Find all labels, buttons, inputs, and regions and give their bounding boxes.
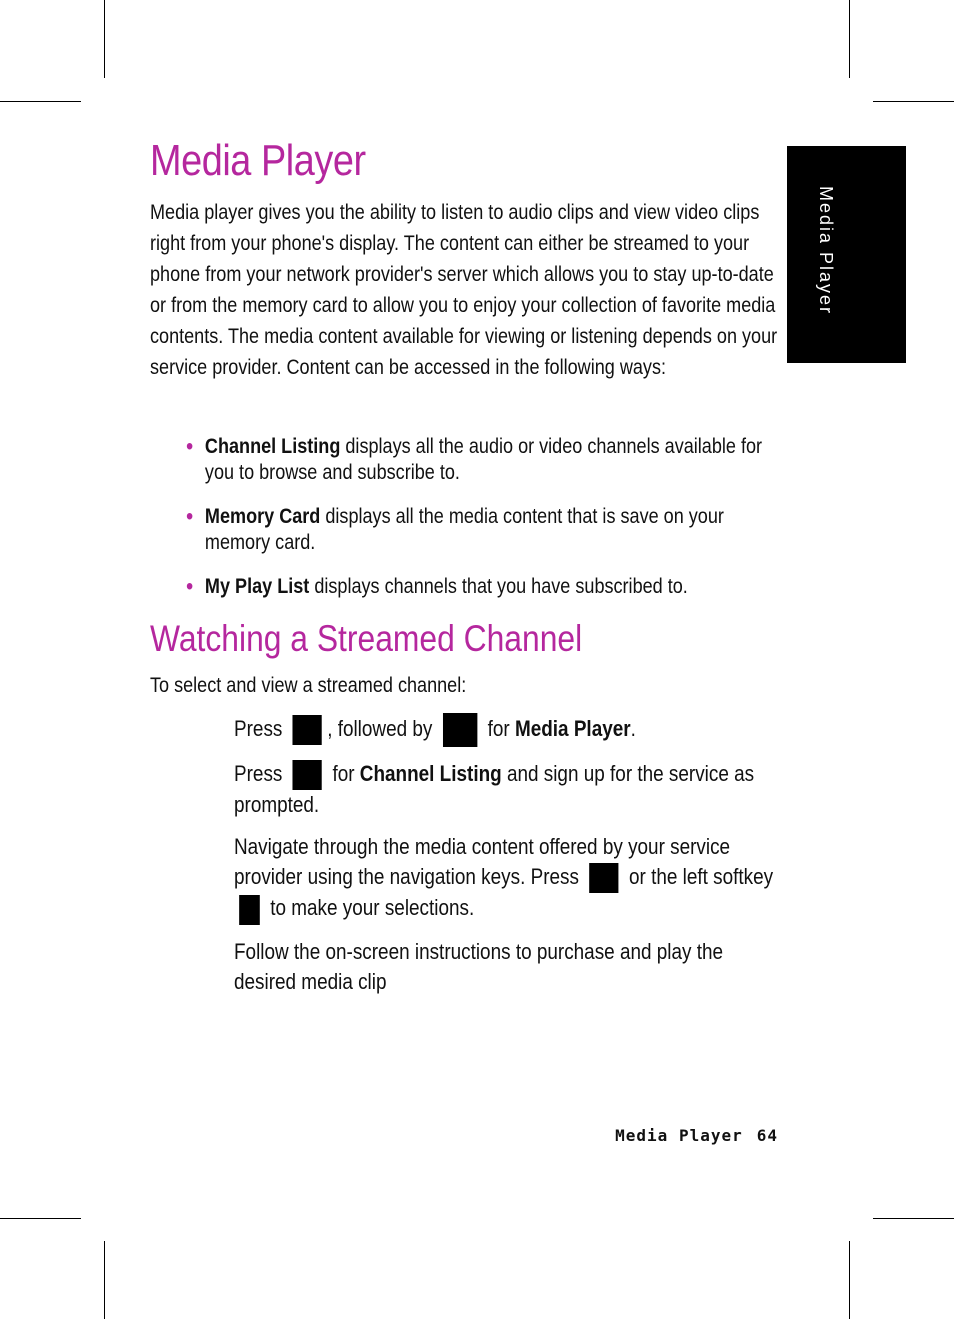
step-4 [234, 937, 784, 997]
list-item-text: displays channels that you have subscribed to. [309, 575, 688, 598]
step-text: and sign up for the service as prompted. [234, 761, 755, 818]
step-text: . [630, 715, 636, 741]
step-bold: Media Player [514, 715, 631, 741]
step-3 [234, 832, 784, 924]
crop-mark [873, 101, 954, 102]
step-text: for [327, 761, 360, 786]
list-item [186, 574, 771, 600]
ok-key-icon [589, 863, 618, 893]
crop-mark [873, 1218, 954, 1219]
page-title: Media Player [150, 136, 366, 185]
crop-mark [0, 1218, 81, 1219]
side-tab [787, 146, 906, 363]
number-key-icon [443, 713, 477, 747]
step-1 [234, 713, 784, 747]
crop-mark [104, 1241, 105, 1319]
list-item-text: displays all the media content that is save on your memory card. [204, 505, 724, 554]
step-text: Follow the on-screen instructions to purchase and play the desired media clip [234, 938, 724, 994]
crop-mark [849, 0, 850, 78]
crop-mark [0, 101, 81, 102]
softkey-icon [239, 895, 260, 925]
section-heading: Watching a Streamed Channel [150, 618, 583, 659]
list-item [186, 434, 771, 486]
menu-key-icon [293, 715, 322, 745]
step-bold: Channel Listing [359, 761, 502, 786]
list-item-term: My Play List [204, 575, 310, 598]
step-text: Press [234, 761, 288, 786]
footer-section: Media Player [615, 1126, 743, 1145]
section-lead: To select and view a streamed channel: [150, 674, 467, 697]
page-footer [615, 1126, 778, 1145]
crop-mark [849, 1241, 850, 1319]
step-text: Navigate through the media content offered by your service provider using the navigation keys. Press [234, 834, 731, 890]
list-item-text: displays all the audio or video channels available for you to browse and subscribe to. [204, 435, 763, 484]
feature-list [186, 434, 771, 618]
bullet-icon: • [186, 503, 194, 530]
bullet-icon: • [186, 573, 194, 600]
step-text: , followed by [327, 715, 438, 741]
list-item [186, 504, 771, 556]
step-text: to make your selections. [264, 895, 475, 921]
step-2 [234, 759, 784, 820]
step-list [234, 713, 784, 1009]
step-text: Press [234, 715, 288, 741]
list-item-term: Channel Listing [204, 435, 341, 458]
page-number: 64 [756, 1126, 778, 1145]
number-key-icon [293, 760, 322, 790]
intro-paragraph: Media player gives you the ability to listen to audio clips and view video clips right from your phone's display. The content can either be streamed to your phone from your network provider's server which allows you to stay up-to-date or from the memory card to allow you to enjoy your collection of favorite media contents. The media content available for viewing or listening depends on your service provider. Content can be accessed in the following ways: [150, 201, 778, 379]
list-item-term: Memory Card [204, 505, 321, 528]
step-text: or the left softkey [623, 864, 774, 890]
step-text: for [482, 715, 515, 741]
crop-mark [104, 0, 105, 78]
bullet-icon: • [186, 433, 194, 460]
side-tab-label: Media Player [816, 186, 836, 316]
